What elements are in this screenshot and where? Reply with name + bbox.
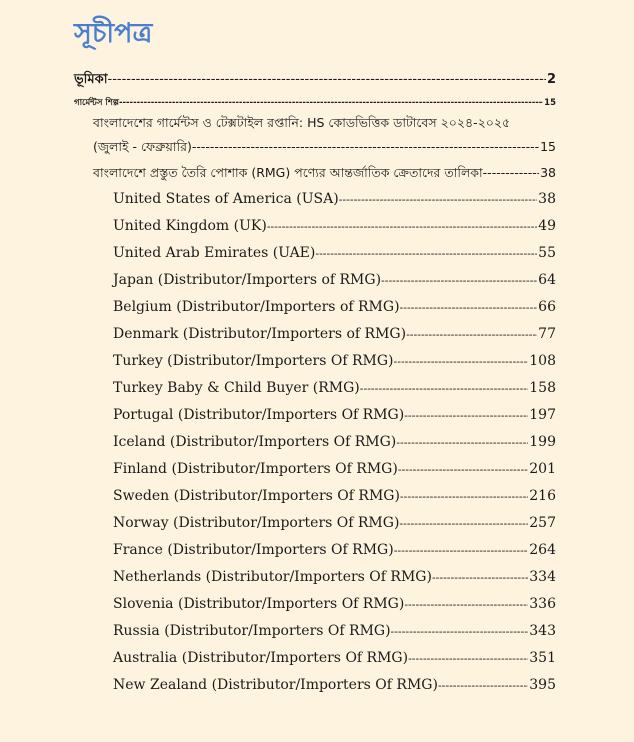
- toc-entry-label: United Kingdom (UK): [113, 218, 267, 234]
- toc-page-number: 351: [529, 650, 556, 666]
- toc-entry-label: Russia (Distributor/Importers Of RMG): [113, 623, 391, 639]
- toc-entry-country[interactable]: [113, 299, 556, 315]
- toc-entry-label: Portugal (Distributor/Importers Of RMG): [113, 407, 405, 423]
- toc-entry-country[interactable]: [113, 407, 556, 423]
- toc-entry-label: Japan (Distributor/Importers of RMG): [113, 272, 382, 288]
- toc-page-number: 15: [544, 98, 556, 108]
- dot-leader: [391, 623, 529, 639]
- toc-entry-label: ভূমিকা: [74, 72, 108, 87]
- toc-entry-label: Norway (Distributor/Importers Of RMG): [113, 515, 400, 531]
- toc-entry-country[interactable]: [113, 461, 556, 477]
- toc-entry-label: Turkey Baby & Child Buyer (RMG): [113, 380, 360, 396]
- toc-page-number: 201: [529, 461, 556, 477]
- toc-entry-country[interactable]: [113, 623, 556, 639]
- toc-page-number: 395: [529, 677, 556, 693]
- dot-leader: [192, 139, 539, 154]
- dot-leader: [315, 245, 537, 261]
- toc-entry-country[interactable]: [113, 380, 556, 396]
- toc-entry-label: Australia (Distributor/Importers Of RMG): [113, 650, 409, 666]
- toc-page-number: 38: [540, 165, 556, 180]
- toc-page-number: 77: [538, 326, 556, 342]
- toc-entry-label: Slovenia (Distributor/Importers Of RMG): [113, 596, 405, 612]
- toc-page-number: 216: [529, 488, 556, 504]
- toc-entry-country[interactable]: [113, 677, 556, 693]
- toc-page-number: 343: [529, 623, 556, 639]
- toc-page-number: 158: [529, 380, 556, 396]
- toc-page-number: 66: [538, 299, 556, 315]
- toc-entry-country[interactable]: [113, 569, 556, 585]
- toc-entry-introduction[interactable]: [74, 70, 556, 91]
- dot-leader: [400, 488, 528, 504]
- toc-entry-label: Sweden (Distributor/Importers Of RMG): [113, 488, 400, 504]
- dot-leader: [339, 191, 537, 207]
- toc-entry-label: France (Distributor/Importers Of RMG): [113, 542, 394, 558]
- dot-leader: [400, 299, 538, 315]
- toc-entry-country[interactable]: [113, 218, 556, 234]
- dot-leader: [408, 650, 528, 666]
- toc-entry-country[interactable]: [113, 326, 556, 342]
- toc-page-number: 257: [529, 515, 556, 531]
- page-title: সূচীপত্র: [74, 18, 153, 49]
- toc-page-number: 55: [538, 245, 556, 261]
- toc-entry-label: Turkey (Distributor/Importers Of RMG): [113, 353, 394, 369]
- toc-entry-international-buyers[interactable]: [93, 165, 556, 185]
- toc-page-number: 15: [540, 139, 556, 154]
- dot-leader: [360, 380, 529, 396]
- toc-entry-garments-industry[interactable]: [74, 96, 556, 110]
- toc-entry-label: বাংলাদেশে প্রস্তুত তৈরি পোশাক (RMG) পণ্যের আন্তর্জাতিক ক্রেতাদের তালিকা: [93, 165, 483, 180]
- toc-entry-label: Finland (Distributor/Importers Of RMG): [113, 461, 398, 477]
- toc-entry-country[interactable]: [113, 542, 556, 558]
- dot-leader: [267, 218, 537, 234]
- toc-entry-country[interactable]: [113, 488, 556, 504]
- toc-entry-country[interactable]: [113, 515, 556, 531]
- toc-entry-country[interactable]: [113, 191, 556, 207]
- toc-entry-country[interactable]: [113, 434, 556, 450]
- toc-page-number: 197: [529, 407, 556, 423]
- toc-entry-label: Iceland (Distributor/Importers Of RMG): [113, 434, 397, 450]
- toc-entry-country[interactable]: [113, 650, 556, 666]
- dot-leader: [398, 461, 528, 477]
- dot-leader: [396, 434, 528, 450]
- toc-entry-label: Denmark (Distributor/Importers of RMG): [113, 326, 407, 342]
- dot-leader: [108, 72, 546, 87]
- toc-page-number: 49: [538, 218, 556, 234]
- toc-page-number: 108: [529, 353, 556, 369]
- dot-leader: [406, 326, 537, 342]
- dot-leader: [432, 569, 528, 585]
- toc-page-number: 2: [546, 72, 556, 87]
- dot-leader: [438, 677, 528, 693]
- toc-page-number: 264: [529, 542, 556, 558]
- toc-entry-export-line1[interactable]: বাংলাদেশের গার্মেন্টস ও টেক্সটাইল রপ্তানি: HS কোডভিত্তিক ডাটাবেস ২০২৪-২০২৫: [93, 115, 511, 130]
- toc-entry-label: (জুলাই - ফেব্রুয়ারি): [93, 139, 192, 154]
- toc-entry-country[interactable]: [113, 596, 556, 612]
- dot-leader: [381, 272, 537, 288]
- dot-leader: [404, 596, 528, 612]
- toc-entry-label: United States of America (USA): [113, 191, 339, 207]
- toc-entry-country[interactable]: [113, 272, 556, 288]
- toc-page-number: 334: [529, 569, 556, 585]
- toc-entry-country[interactable]: [113, 353, 556, 369]
- toc-page-number: 199: [529, 434, 556, 450]
- toc-entry-label: গার্মেন্টস শিল্প: [74, 98, 119, 108]
- toc-entry-export[interactable]: [93, 139, 556, 159]
- toc-page-number: 336: [529, 596, 556, 612]
- toc-entry-label: New Zealand (Distributor/Importers Of RMG): [113, 677, 438, 693]
- toc-entry-country[interactable]: [113, 245, 556, 261]
- toc-entry-label: Netherlands (Distributor/Importers Of RMG): [113, 569, 432, 585]
- dot-leader: [394, 353, 529, 369]
- dot-leader: [394, 542, 529, 558]
- toc-entry-label: United Arab Emirates (UAE): [113, 245, 316, 261]
- toc-entry-label: Belgium (Distributor/Importers of RMG): [113, 299, 400, 315]
- dot-leader: [404, 407, 528, 423]
- toc-page-number: 64: [538, 272, 556, 288]
- dot-leader: [483, 165, 539, 180]
- toc-page-number: 38: [538, 191, 556, 207]
- dot-leader: [399, 515, 528, 531]
- dot-leader: [119, 98, 543, 108]
